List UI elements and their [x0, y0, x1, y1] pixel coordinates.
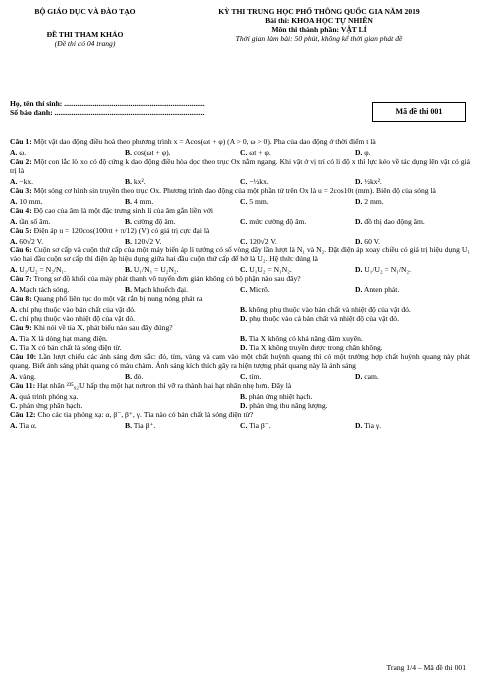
answer-option[interactable]: D. U₁/U₂ = N₁/N₂.: [355, 265, 412, 275]
answer-option[interactable]: C. Tia X có bản chất là sóng điện từ.: [10, 343, 122, 353]
time-note: Thời gian làm bài: 50 phút, không kể thời gian phát đề: [235, 33, 403, 43]
question: [10, 207, 470, 216]
question-text: Cho các tia phóng xạ: α, β⁻, β⁺, γ. Tia nào có bản chất là sóng điện từ?: [37, 409, 254, 419]
answer-option[interactable]: A. U₁/U₂ = N₂/N₁.: [10, 265, 67, 275]
doc-type: ĐỀ THI THAM KHẢO: [46, 29, 124, 39]
answer-option[interactable]: D. Anten phát.: [355, 285, 400, 295]
question: [10, 246, 470, 264]
candidate-name-line: Họ, tên thí sinh: ..........................................................................: [10, 99, 205, 108]
answer-option[interactable]: A. quá trình phóng xạ.: [10, 391, 79, 401]
candidate-info: [10, 100, 470, 130]
question: [10, 227, 470, 236]
answer-option[interactable]: B. cường độ âm.: [125, 216, 176, 226]
answer-option[interactable]: A. vàng.: [10, 371, 36, 381]
question-label: Câu 3:: [10, 185, 32, 195]
answer-option[interactable]: A. −kx.: [10, 176, 34, 186]
question: [10, 353, 470, 371]
answer-option[interactable]: A. 10 mm.: [10, 196, 43, 206]
answer-option[interactable]: D. ½kx².: [355, 176, 382, 186]
answer-option[interactable]: D. 60 V.: [355, 236, 381, 246]
question-text: Độ cao của âm là một đặc trưng sinh lí của âm gắn liền với: [33, 205, 213, 215]
question: [10, 187, 470, 196]
answer-option[interactable]: D. φ.: [355, 147, 371, 157]
question-text: Một vật dao động điều hoà theo phương trình x = Acos(ωt + φ) (A > 0, ω > 0). Pha của dao động ở thời điểm t là: [33, 137, 376, 146]
exam-code-box: Mã đề thi 001: [372, 102, 466, 122]
answer-option[interactable]: D. Tia γ.: [355, 420, 382, 430]
answer-option[interactable]: B. Mạch khuếch đại.: [125, 285, 189, 295]
question-label: Câu 2:: [10, 156, 32, 166]
question-text: Khi nói về tia X, phát biểu nào sau đây đúng?: [33, 323, 173, 333]
question: [10, 324, 470, 333]
answer-option[interactable]: B. không phụ thuộc vào bản chất và nhiệt độ của vật đó.: [240, 305, 411, 315]
answer-option[interactable]: C. −½kx.: [240, 176, 269, 186]
question: [10, 382, 470, 391]
question-label: Câu 4:: [10, 205, 32, 215]
question-text: Lần lượt chiếu các ánh sáng đơn sắc: đỏ, tím, vàng và cam vào một chất huỳnh quang thì có một trường hợp chất huỳnh quang này phát quang. Biết ánh sáng phát quang có màu chàm. Ánh sáng kích thích gây ra hiện tượng phát quang này là ánh sáng: [10, 351, 470, 370]
pages-note: (Đề thi có 04 trang): [54, 38, 116, 48]
answer-option[interactable]: A. tần số âm.: [10, 216, 51, 226]
answer-option[interactable]: C. 120√2 V.: [240, 236, 277, 246]
question-label: Câu 5:: [10, 225, 32, 235]
question: [10, 295, 470, 304]
answer-option[interactable]: D. phụ thuộc vào cả bản chất và nhiệt độ của vật đó.: [240, 314, 400, 324]
question-label: Câu 9:: [10, 323, 32, 333]
answer-option[interactable]: D. Tia X không truyền được trong chân không.: [240, 343, 383, 353]
answer-option[interactable]: B. 120√2 V.: [125, 236, 162, 246]
answer-option[interactable]: C. phản ứng phân hạch.: [10, 400, 83, 410]
question-label: Câu 7:: [10, 274, 32, 284]
answer-option[interactable]: A. 60√2 V.: [10, 236, 44, 246]
question-text: Một sóng cơ hình sin truyền theo trục Ox. Phương trình dao động của một phần tử trên Ox là u = 2cos10t (mm). Biên độ của sóng là: [33, 185, 436, 195]
answer-option[interactable]: B. phản ứng nhiệt hạch.: [240, 391, 313, 401]
answer-options: [10, 306, 470, 324]
exam-header: [10, 8, 470, 78]
page-footer: Trang 1/4 – Mã đề thi 001: [386, 663, 466, 673]
subject: Môn thi thành phần: VẬT LÍ: [271, 24, 367, 34]
answer-option[interactable]: A. Mạch tách sóng.: [10, 285, 70, 295]
answer-option[interactable]: D. 2 mm.: [355, 196, 384, 206]
answer-option[interactable]: C. Tia β⁻.: [240, 420, 271, 430]
question-text: Hạt nhân ²³⁵₉₂U hấp thụ một hạt nơtron thì vỡ ra thành hai hạt nhân nhẹ hơn. Đây là: [37, 380, 292, 390]
answer-options: [10, 422, 470, 431]
answer-option[interactable]: D. đồ thị dao động âm.: [355, 216, 425, 226]
question: [10, 158, 470, 176]
answer-option[interactable]: B. U₁/N₁ = U₂N₂.: [125, 265, 179, 275]
question-list: [10, 138, 470, 431]
answer-option[interactable]: C. chỉ phụ thuộc vào nhiệt độ của vật đó.: [10, 314, 136, 324]
answer-option[interactable]: C. 5 mm.: [240, 196, 269, 206]
question-text: Cuộn sơ cấp và cuộn thứ cấp của một máy biến áp lí tưởng có số vòng dây lần lượt là N₁ và N₂. Đặt điện áp xoay chiều có giá trị hiệu dụng U₁ vào hai đầu cuộn sơ cấp thì điện áp hiệu dụng giữa hai đầu cuộn thứ cấp để hở là U₂. Hệ thức đúng là: [10, 245, 471, 264]
answer-option[interactable]: D. phản ứng thu năng lượng.: [240, 400, 328, 410]
question-label: Câu 1:: [10, 137, 32, 146]
question: [10, 411, 470, 420]
exam-title: KỲ THI TRUNG HỌC PHỔ THÔNG QUỐC GIA NĂM 2019: [218, 7, 420, 16]
header-left: [10, 8, 160, 49]
answer-option[interactable]: C. tím.: [240, 371, 262, 381]
answer-option[interactable]: B. kx².: [125, 176, 146, 186]
answer-option[interactable]: A. Tia α.: [10, 420, 37, 430]
answer-option[interactable]: C. ωt + φ.: [240, 147, 271, 157]
answer-option[interactable]: C. mức cường độ âm.: [240, 216, 307, 226]
question: [10, 138, 470, 147]
candidate-number-line: Số báo danh: ...............................................................................: [10, 107, 205, 117]
question-label: Câu 8:: [10, 294, 32, 304]
answer-option[interactable]: C. U₁U₂ = N₁N₂.: [240, 265, 292, 275]
answer-option[interactable]: D. cam.: [355, 371, 379, 381]
answer-options: [10, 393, 470, 411]
answer-option[interactable]: B. đỏ.: [125, 371, 144, 381]
question: [10, 275, 470, 284]
question-text: Điện áp u = 120cos(100πt + π/12) (V) có giá trị cực đại là: [33, 225, 210, 235]
answer-option[interactable]: B. 4 mm.: [125, 196, 154, 206]
question-text: Trong sơ đồ khối của máy phát thanh vô tuyến đơn giản không có bộ phận nào sau đây?: [33, 274, 301, 284]
question-text: Một con lắc lò xo có độ cứng k dao động điều hòa dọc theo trục Ox nằm ngang. Khi vật ở vị trí có li độ x thì lực kéo về tác dụng lên vật có giá trị là: [10, 156, 471, 175]
question-label: Câu 11:: [10, 380, 36, 390]
answer-option[interactable]: B. cos(ωt + φ).: [125, 147, 171, 157]
answer-option[interactable]: B. Tia β⁺.: [125, 420, 156, 430]
answer-option[interactable]: B. Tia X không có khả năng đâm xuyên.: [240, 334, 363, 344]
answer-option[interactable]: A. ω.: [10, 147, 27, 157]
answer-options: [10, 335, 470, 353]
question-label: Câu 6:: [10, 245, 32, 255]
answer-option[interactable]: A. Tia X là dòng hạt mang điện.: [10, 334, 108, 344]
header-right: [168, 8, 470, 44]
subject-group: Bài thi: KHOA HỌC TỰ NHIÊN: [265, 15, 373, 25]
ministry-name: BỘ GIÁO DỤC VÀ ĐÀO TẠO: [34, 7, 136, 16]
question-label: Câu 12:: [10, 409, 36, 419]
question-label: Câu 10:: [10, 351, 37, 361]
question-text: Quang phổ liên tục do một vật rắn bị nung nóng phát ra: [33, 294, 203, 304]
answer-option[interactable]: C. Micrô.: [240, 285, 270, 295]
answer-option[interactable]: A. chỉ phụ thuộc vào bản chất của vật đó.: [10, 305, 136, 315]
